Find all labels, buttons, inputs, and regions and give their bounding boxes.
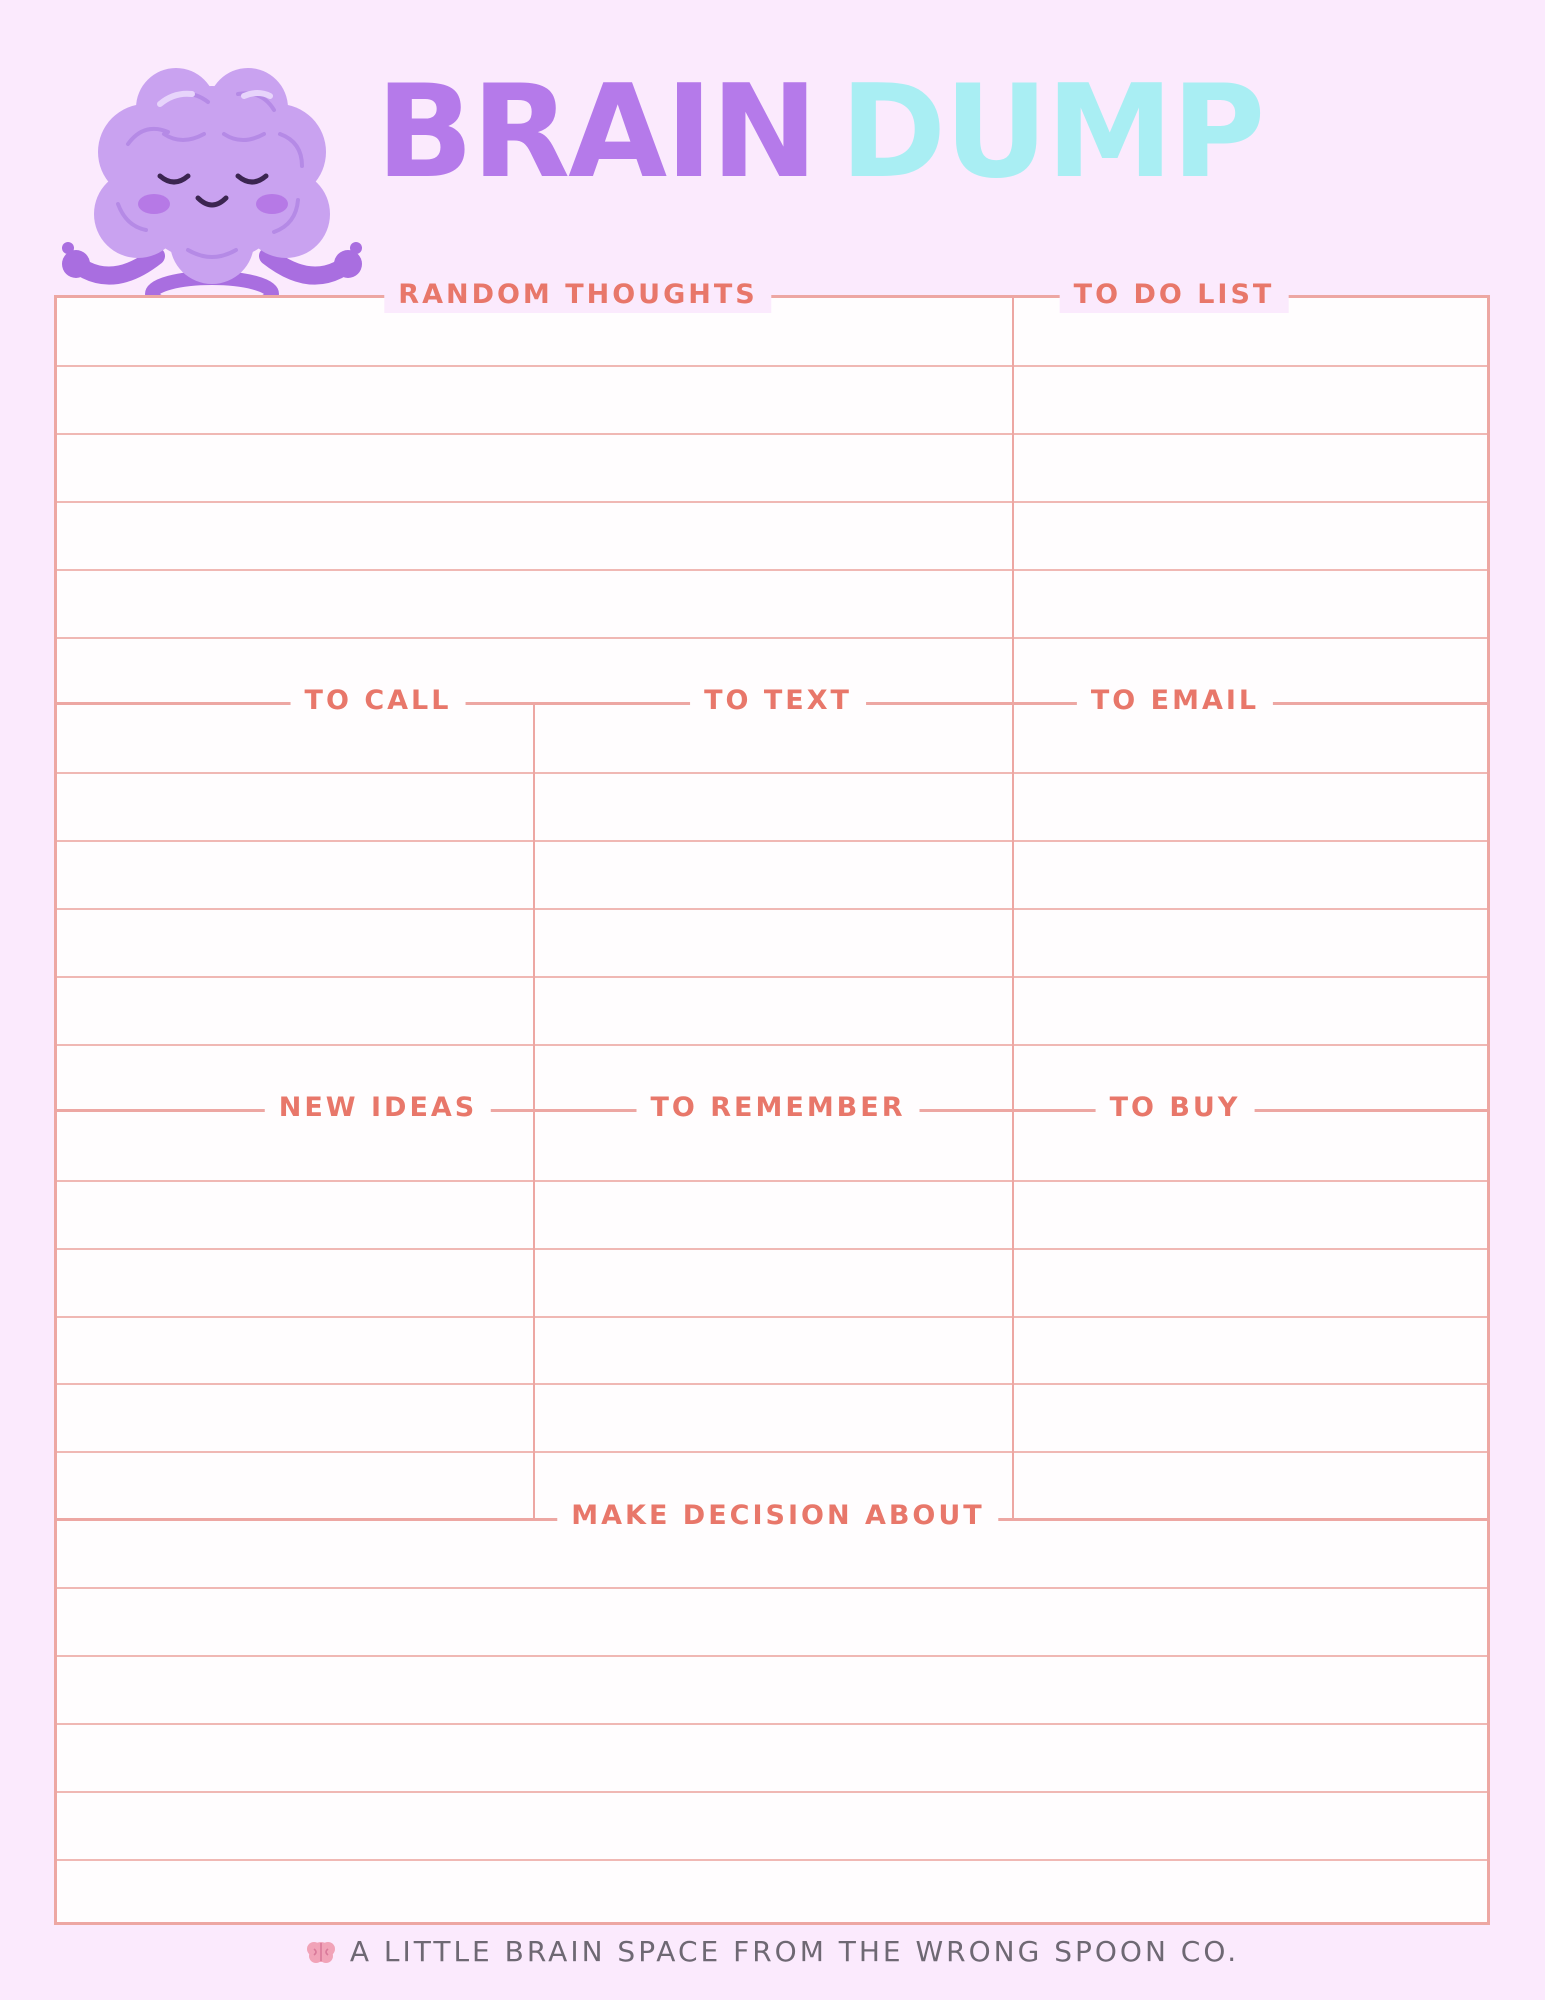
section-label-to-remember: TO REMEMBER	[637, 1090, 920, 1126]
writing-line	[57, 637, 1487, 639]
writing-line	[57, 1791, 1487, 1793]
writing-line	[57, 908, 1487, 910]
writing-line	[57, 1451, 1487, 1453]
writing-line	[57, 365, 1487, 367]
footer-credit	[0, 1934, 1545, 1970]
section-label-random-thoughts: RANDOM THOUGHTS	[384, 277, 771, 313]
writing-line	[57, 1859, 1487, 1861]
writing-line	[57, 1587, 1487, 1589]
writing-line	[57, 976, 1487, 978]
section-label-to-buy: TO BUY	[1096, 1090, 1255, 1126]
brain-icon	[306, 1939, 336, 1965]
section-label-to-email: TO EMAIL	[1077, 683, 1273, 719]
writing-line	[57, 1723, 1487, 1725]
title-word-brain: BRAIN	[376, 58, 816, 207]
section-label-new-ideas: NEW IDEAS	[265, 1090, 491, 1126]
writing-line	[57, 1044, 1487, 1046]
section-label-to-do-list: TO DO LIST	[1060, 277, 1289, 313]
writing-line	[57, 1383, 1487, 1385]
writing-line	[57, 569, 1487, 571]
writing-line	[57, 501, 1487, 503]
writing-line	[57, 1248, 1487, 1250]
section-label-to-text: TO TEXT	[690, 683, 866, 719]
page-title	[376, 58, 1263, 208]
writing-line	[57, 433, 1487, 435]
divider-left-column	[533, 704, 535, 1520]
writing-line	[57, 1316, 1487, 1318]
divider-right-column	[1012, 298, 1014, 1520]
writing-line	[57, 772, 1487, 774]
writing-line	[57, 840, 1487, 842]
section-label-make-decision-about: MAKE DECISION ABOUT	[557, 1498, 998, 1534]
section-label-to-call: TO CALL	[291, 683, 466, 719]
meditating-brain-icon	[48, 64, 376, 326]
title-word-dump: DUMP	[839, 58, 1264, 207]
footer-text: A LITTLE BRAIN SPACE FROM THE WRONG SPOON CO.	[349, 1935, 1240, 1968]
writing-line	[57, 1180, 1487, 1182]
writing-line	[57, 1655, 1487, 1657]
